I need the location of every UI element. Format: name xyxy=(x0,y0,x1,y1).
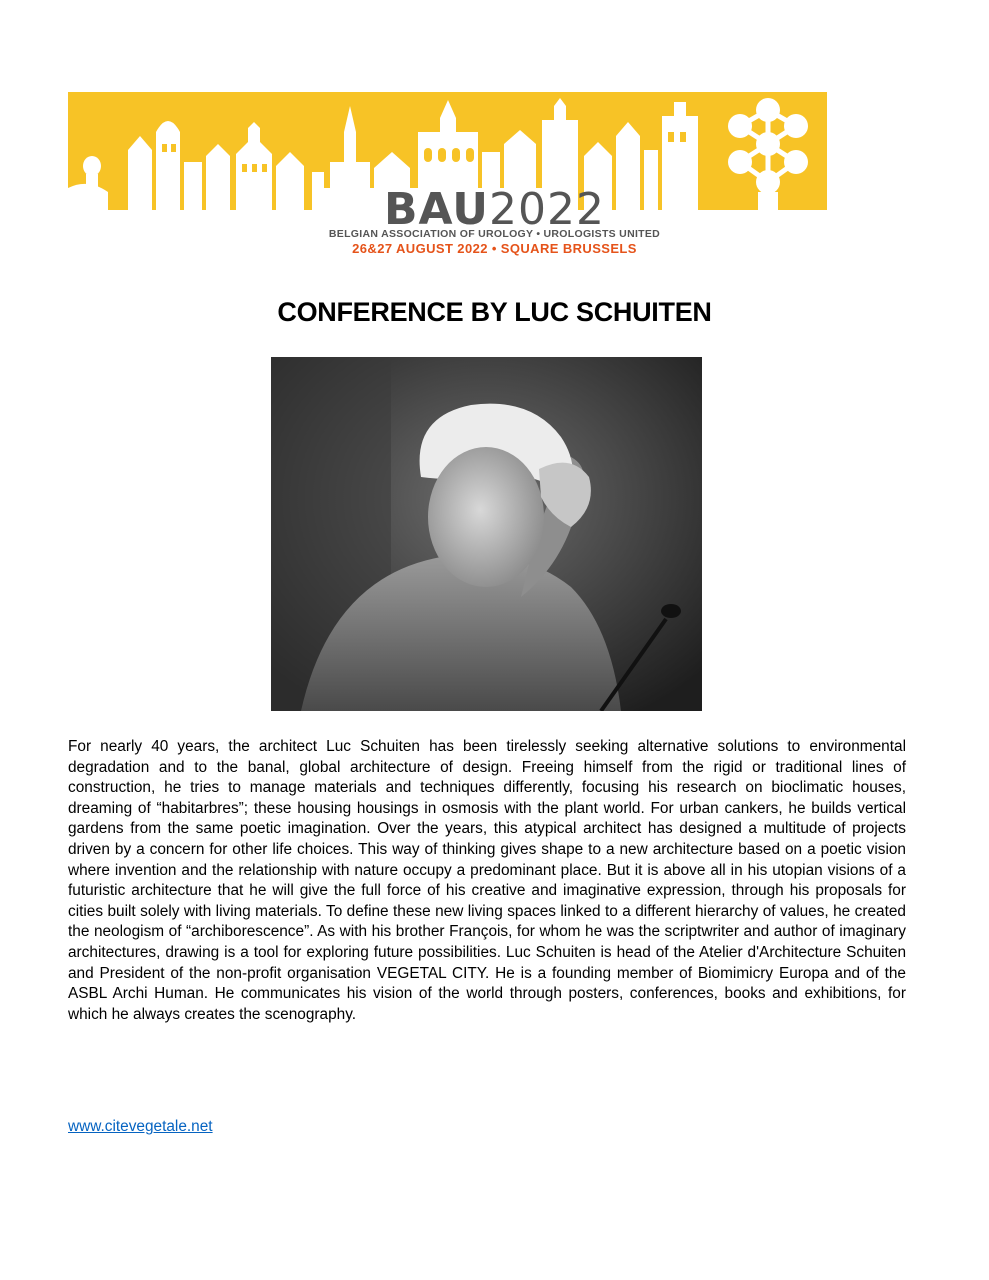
website-link[interactable]: www.citevegetale.net xyxy=(68,1118,213,1135)
brand-logo-text xyxy=(0,186,989,234)
brand-bold: BAU xyxy=(384,184,489,235)
event-date-location: 26&27 AUGUST 2022 • SQUARE BRUSSELS xyxy=(352,241,637,256)
brand-subtitle: BELGIAN ASSOCIATION OF UROLOGY • UROLOGISTS UNITED xyxy=(328,228,661,240)
page-title: CONFERENCE BY LUC SCHUITEN xyxy=(277,297,712,327)
portrait-photo-icon xyxy=(271,357,702,711)
biography-text: For nearly 40 years, the architect Luc Schuiten has been tirelessly seeking alternative solutions to environmental degradation and to the banal, global architecture of design. Freeing himself from the rigid or traditional lines of construction, he tries to manage materials and techniques differently, focusing his research on bioclimatic houses, dreaming of “habitarbres”; these housing housings in osmosis with the plant world. For urban cankers, he builds vertical gardens from the same poetic imagination. Over the years, this atypical architect has designed a multitude of projects driven by a concern for other life choices. This way of thinking gives shape to a new architecture based on a poetic vision where invention and the relationship with nature occupy a predominant place. But it is above all in his utopian visions of a futuristic architecture that he will give the full force of his creative and imaginative expression, through his proposals for cities built solely with living materials. To define these new living spaces linked to a different hierarchy of values, he created the neologism of “archiborescence”. As with his brother François, for whom he was the scriptwriter and author of imaginary architectures, drawing is a tool for exploring future possibilities. Luc Schuiten is head of the Atelier d'Architecture Schuiten and President of the non-profit organisation VEGETAL CITY. He is a founding member of Biomimicry Europa and of the ASBL Archi Human. He communicates his vision of the world through posters, conferences, books and exhibitions, for which he always creates the scenography. xyxy=(68,738,906,1023)
portrait-photo xyxy=(271,357,702,711)
brand-year: 2022 xyxy=(488,184,605,235)
